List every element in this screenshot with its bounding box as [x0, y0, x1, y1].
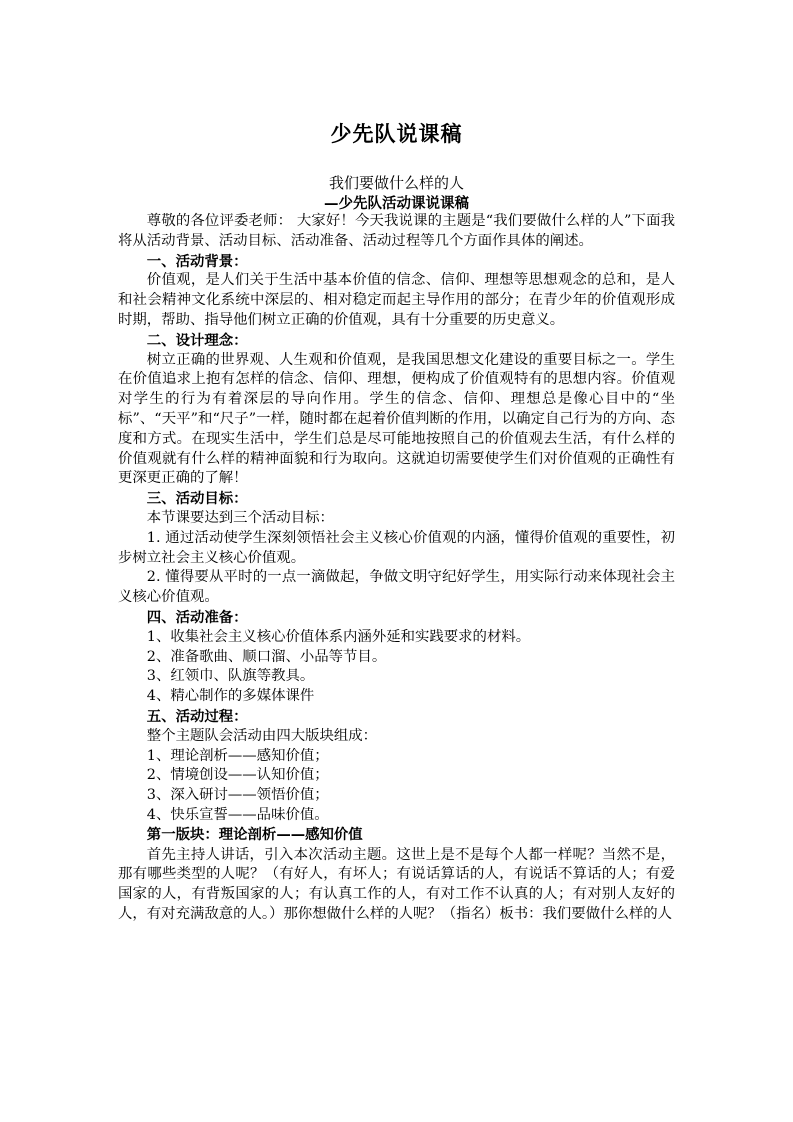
paragraph: 2、准备歌曲、顺口溜、小品等节目。: [146, 648, 387, 665]
paragraph: 1. 通过活动使学生深刻领悟社会主义核心价值观的内涵，懂得价值观的重要性，初步树立社会主义核心价值观。: [118, 529, 675, 566]
paragraph: 树立正确的世界观、人生观和价值观，是我国思想文化建设的重要目标之一。学生在价值追求上抱有怎样的信念、信仰、理想，便构成了价值观特有的思想内容。价值观对学生的行为有着深层的导向作用。学生的信念、信仰、理想总是像心目中的“坐标”、“天平”和“尺子”一样，随时都在起着价值判断的作用，以确定自己行为的方向、态度和方式。在现实生活中，学生们总是尽可能地按照自己的价值观去生活，有什么样的价值观就有什么样的精神面貌和行为取向。这就迫切需要使学生们对价值观的正确性有更深更正确的了解！: [118, 351, 675, 487]
paragraph: 3、红领巾、队旗等教具。: [146, 668, 315, 685]
paragraph: 3、深入研讨——领悟价值；: [146, 787, 329, 804]
paragraph: 尊敬的各位评委老师： 大家好！今天我说课的主题是“我们要做什么样的人”下面我将从活动背景、活动目标、活动准备、活动过程等几个方面作具体的阐述。: [118, 213, 675, 249]
paragraph: 1、理论剖析——感知价值；: [146, 747, 329, 764]
section-heading: 三、活动目标：: [146, 490, 248, 508]
paragraph: 整个主题队会活动由四大版块组成：: [146, 727, 378, 744]
document-subtitle: 我们要做什么样的人: [328, 174, 464, 192]
paragraph: 4、精心制作的多媒体课件: [146, 688, 315, 705]
section-heading: 五、活动过程：: [146, 707, 248, 725]
section-heading: 四、活动准备：: [146, 608, 248, 626]
section-heading: 一、活动背景：: [146, 252, 248, 270]
paragraph: 本节课要达到三个活动目标：: [146, 509, 334, 526]
document-body: [118, 212, 675, 925]
document-title: 少先队说课稿: [330, 122, 463, 146]
paragraph: 2、情境创设——认知价值；: [146, 767, 329, 784]
paragraph: 2. 懂得要从平时的一点一滴做起，争做文明守纪好学生，用实际行动来体现社会主义核心价值观。: [118, 569, 675, 606]
document-subtitle-secondary: —少先队活动课说课稿: [324, 196, 469, 212]
section-heading: 第一版块：理论剖析——感知价值: [146, 826, 363, 843]
paragraph: 4、快乐宣誓——品味价值。: [146, 806, 329, 823]
paragraph: 首先主持人讲话，引入本次活动主题。这世上是不是每个人都一样呢？当然不是，那有哪些类型的人呢？（有好人，有坏人；有说话算话的人，有说话不算话的人；有爱国家的人，有背叛国家的人；有认真工作的人，有对工作不认真的人；有对别人友好的人，有对充满敌意的人。）那你想做什么样的人呢？（指名）板书：我们要做什么样的人: [118, 846, 675, 922]
paragraph: 价值观，是人们关于生活中基本价值的信念、信仰、理想等思想观念的总和，是人和社会精神文化系统中深层的、相对稳定而起主导作用的部分；在青少年的价值观形成时期，帮助、指导他们树立正确的价值观，具有十分重要的历史意义。: [118, 272, 675, 328]
paragraph: 1、收集社会主义核心价值体系内涵外延和实践要求的材料。: [146, 628, 531, 645]
section-heading: 二、设计理念：: [146, 331, 248, 349]
